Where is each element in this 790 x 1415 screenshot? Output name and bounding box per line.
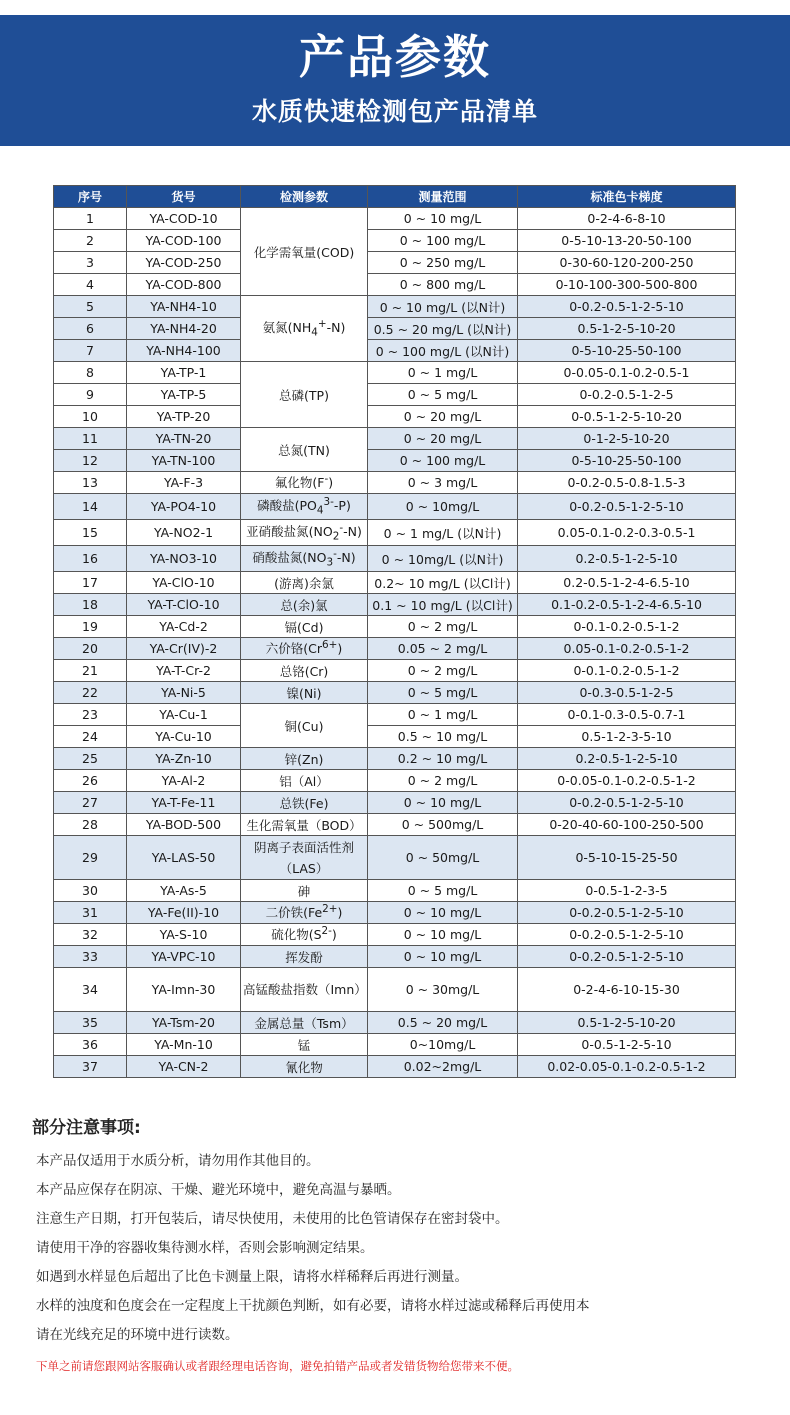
col-header-range: 测量范围 [368, 186, 518, 208]
notes-list [36, 1148, 590, 1351]
cell-no: 14 [54, 494, 127, 520]
cell-no: 24 [54, 726, 127, 748]
cell-gradient: 0.5-1-2-5-10-20 [518, 1012, 736, 1034]
table-row [54, 1034, 736, 1056]
cell-no: 21 [54, 660, 127, 682]
cell-gradient: 0-0.2-0.5-1-2-5-10 [518, 902, 736, 924]
cell-range: 0 ~ 1 mg/L [368, 704, 518, 726]
cell-param: 镍(Ni) [241, 682, 368, 704]
col-header-gradient: 标准色卡梯度 [518, 186, 736, 208]
cell-gradient: 0-0.05-0.1-0.2-0.5-1 [518, 362, 736, 384]
cell-range: 0.5 ~ 20 mg/L [368, 1012, 518, 1034]
table-row [54, 638, 736, 660]
cell-no: 23 [54, 704, 127, 726]
cell-range: 0 ~ 10 mg/L [368, 792, 518, 814]
cell-param: 砷 [241, 880, 368, 902]
cell-no: 19 [54, 616, 127, 638]
cell-gradient: 0-0.5-1-2-5-10-20 [518, 406, 736, 428]
cell-gradient: 0-0.2-0.5-1-2-5 [518, 384, 736, 406]
cell-range: 0 ~ 100 mg/L [368, 450, 518, 472]
table-row [54, 748, 736, 770]
table-row [54, 230, 736, 252]
cell-range: 0 ~ 10 mg/L [368, 924, 518, 946]
cell-range: 0 ~ 20 mg/L [368, 406, 518, 428]
cell-range: 0 ~ 5 mg/L [368, 384, 518, 406]
cell-gradient: 0-5-10-13-20-50-100 [518, 230, 736, 252]
cell-sku: YA-Cr(IV)-2 [127, 638, 241, 660]
cell-range: 0 ~ 250 mg/L [368, 252, 518, 274]
cell-range: 0.1 ~ 10 mg/L (以Cl计) [368, 594, 518, 616]
cell-range: 0 ~ 10mg/L (以N计) [368, 546, 518, 572]
cell-param: 挥发酚 [241, 946, 368, 968]
cell-gradient: 0-5-10-15-25-50 [518, 836, 736, 880]
cell-gradient: 0-0.2-0.5-1-2-5-10 [518, 946, 736, 968]
cell-range: 0 ~ 2 mg/L [368, 660, 518, 682]
cell-no: 3 [54, 252, 127, 274]
cell-no: 37 [54, 1056, 127, 1078]
cell-gradient: 0.5-1-2-5-10-20 [518, 318, 736, 340]
cell-no: 28 [54, 814, 127, 836]
cell-gradient: 0.02-0.05-0.1-0.2-0.5-1-2 [518, 1056, 736, 1078]
cell-range: 0 ~ 800 mg/L [368, 274, 518, 296]
cell-range: 0 ~ 10 mg/L [368, 902, 518, 924]
cell-param: 总铬(Cr) [241, 660, 368, 682]
cell-sku: YA-TP-20 [127, 406, 241, 428]
cell-sku: YA-Tsm-20 [127, 1012, 241, 1034]
cell-range: 0 ~ 10mg/L [368, 494, 518, 520]
cell-gradient: 0-0.2-0.5-0.8-1.5-3 [518, 472, 736, 494]
cell-range: 0 ~ 5 mg/L [368, 880, 518, 902]
list-item: 请在光线充足的环境中进行读数。 [36, 1327, 239, 1343]
cell-no: 27 [54, 792, 127, 814]
table-row [54, 594, 736, 616]
cell-sku: YA-NO2-1 [127, 520, 241, 546]
cell-gradient: 0-2-4-6-10-15-30 [518, 968, 736, 1012]
notes-title: 部分注意事项: [32, 1118, 141, 1138]
cell-sku: YA-ClO-10 [127, 572, 241, 594]
cell-param: 高锰酸盐指数（Imn） [241, 968, 368, 1012]
col-header-sku: 货号 [127, 186, 241, 208]
list-item: 如遇到水样显色后超出了比色卡测量上限，请将水样稀释后再进行测量。 [36, 1269, 468, 1285]
cell-no: 6 [54, 318, 127, 340]
cell-sku: YA-TN-100 [127, 450, 241, 472]
cell-param: 铝（Al） [241, 770, 368, 792]
cell-range: 0.5 ~ 20 mg/L (以N计) [368, 318, 518, 340]
cell-range: 0.2~ 10 mg/L (以Cl计) [368, 572, 518, 594]
cell-no: 13 [54, 472, 127, 494]
table-row [54, 968, 736, 1012]
cell-param: 总(余)氯 [241, 594, 368, 616]
cell-range: 0.05 ~ 2 mg/L [368, 638, 518, 660]
cell-gradient: 0-0.1-0.3-0.5-0.7-1 [518, 704, 736, 726]
cell-param: 氨氮$(NH_4^+-N)$ [241, 296, 368, 362]
cell-range: 0 ~ 100 mg/L [368, 230, 518, 252]
cell-no: 1 [54, 208, 127, 230]
cell-gradient: 0-0.05-0.1-0.2-0.5-1-2 [518, 770, 736, 792]
table-row [54, 318, 736, 340]
col-header-param: 检测参数 [241, 186, 368, 208]
table-row [54, 902, 736, 924]
cell-no: 8 [54, 362, 127, 384]
cell-sku: YA-T-ClO-10 [127, 594, 241, 616]
cell-gradient: 0.5-1-2-3-5-10 [518, 726, 736, 748]
cell-param: 阴离子表面活性剂（LAS） [241, 836, 368, 880]
cell-gradient: 0-5-10-25-50-100 [518, 340, 736, 362]
cell-param: 生化需氧量（BOD） [241, 814, 368, 836]
cell-no: 17 [54, 572, 127, 594]
cell-range: 0.5 ~ 10 mg/L [368, 726, 518, 748]
cell-range: 0~10mg/L [368, 1034, 518, 1056]
cell-range: 0 ~ 5 mg/L [368, 682, 518, 704]
table-row [54, 450, 736, 472]
cell-param: 总铁(Fe) [241, 792, 368, 814]
cell-param: 化学需氧量(COD) [241, 208, 368, 296]
cell-gradient: 0.2-0.5-1-2-5-10 [518, 748, 736, 770]
cell-gradient: 0.05-0.1-0.2-0.5-1-2 [518, 638, 736, 660]
cell-range: 0 ~ 2 mg/L [368, 616, 518, 638]
cell-no: 36 [54, 1034, 127, 1056]
cell-sku: YA-NH4-20 [127, 318, 241, 340]
cell-no: 15 [54, 520, 127, 546]
cell-gradient: 0-0.2-0.5-1-2-5-10 [518, 494, 736, 520]
cell-range: 0 ~ 1 mg/L [368, 362, 518, 384]
cell-param: 镉(Cd) [241, 616, 368, 638]
cell-sku: YA-NO3-10 [127, 546, 241, 572]
cell-gradient: 0-5-10-25-50-100 [518, 450, 736, 472]
cell-no: 31 [54, 902, 127, 924]
cell-sku: YA-T-Fe-11 [127, 792, 241, 814]
table-row [54, 406, 736, 428]
table-row [54, 616, 736, 638]
table-row [54, 428, 736, 450]
table-header-row [54, 186, 736, 208]
cell-param: 总磷(TP) [241, 362, 368, 428]
cell-param: 锰 [241, 1034, 368, 1056]
table-row [54, 546, 736, 572]
cell-param: 总氮(TN) [241, 428, 368, 472]
table-row [54, 252, 736, 274]
cell-sku: YA-CN-2 [127, 1056, 241, 1078]
order-warning: 下单之前请您跟网站客服确认或者跟经理电话咨询，避免拍错产品或者发错货物给您带来不便。 [36, 1359, 519, 1373]
cell-sku: YA-TN-20 [127, 428, 241, 450]
cell-sku: YA-BOD-500 [127, 814, 241, 836]
cell-param: 六价铬$(Cr^{6+})$ [241, 638, 368, 660]
cell-sku: YA-T-Cr-2 [127, 660, 241, 682]
cell-no: 5 [54, 296, 127, 318]
cell-param: 金属总量（Tsm） [241, 1012, 368, 1034]
table-row [54, 494, 736, 520]
table-row [54, 660, 736, 682]
cell-sku: YA-Cu-1 [127, 704, 241, 726]
cell-sku: YA-Cd-2 [127, 616, 241, 638]
cell-param: 二价铁$(Fe^{2+})$ [241, 902, 368, 924]
cell-sku: YA-Fe(II)-10 [127, 902, 241, 924]
cell-param: 氰化物 [241, 1056, 368, 1078]
cell-sku: YA-Al-2 [127, 770, 241, 792]
cell-no: 30 [54, 880, 127, 902]
cell-no: 33 [54, 946, 127, 968]
table-row [54, 296, 736, 318]
cell-range: 0 ~ 20 mg/L [368, 428, 518, 450]
cell-sku: YA-Zn-10 [127, 748, 241, 770]
table-row [54, 572, 736, 594]
cell-no: 7 [54, 340, 127, 362]
cell-sku: YA-F-3 [127, 472, 241, 494]
cell-gradient: 0-30-60-120-200-250 [518, 252, 736, 274]
cell-sku: YA-VPC-10 [127, 946, 241, 968]
cell-gradient: 0-0.5-1-2-3-5 [518, 880, 736, 902]
cell-gradient: 0-0.2-0.5-1-2-5-10 [518, 296, 736, 318]
table-row [54, 340, 736, 362]
list-item: 本产品应保存在阴凉、干燥、避光环境中，避免高温与暴晒。 [36, 1182, 401, 1198]
table-row [54, 814, 736, 836]
cell-gradient: 0-0.2-0.5-1-2-5-10 [518, 924, 736, 946]
cell-no: 18 [54, 594, 127, 616]
cell-range: 0 ~ 30mg/L [368, 968, 518, 1012]
list-item: 注意生产日期，打开包装后，请尽快使用，未使用的比色管请保存在密封袋中。 [36, 1211, 509, 1227]
cell-gradient: 0-10-100-300-500-800 [518, 274, 736, 296]
cell-param: 铜(Cu) [241, 704, 368, 748]
table-row [54, 520, 736, 546]
page-title: 产品参数 [299, 30, 491, 84]
cell-sku: YA-Imn-30 [127, 968, 241, 1012]
cell-gradient: 0-0.1-0.2-0.5-1-2 [518, 616, 736, 638]
table-row [54, 704, 736, 726]
cell-no: 11 [54, 428, 127, 450]
product-spec-table [53, 185, 736, 1078]
cell-range: 0 ~ 2 mg/L [368, 770, 518, 792]
cell-no: 34 [54, 968, 127, 1012]
list-item: 请使用干净的容器收集待测水样，否则会影响测定结果。 [36, 1240, 374, 1256]
table-row [54, 384, 736, 406]
table-row [54, 770, 736, 792]
cell-gradient: 0.2-0.5-1-2-4-6.5-10 [518, 572, 736, 594]
cell-param: 硫化物$(S^{2-})$ [241, 924, 368, 946]
cell-param: (游离)余氯 [241, 572, 368, 594]
cell-no: 9 [54, 384, 127, 406]
cell-sku: YA-COD-800 [127, 274, 241, 296]
cell-param: 锌(Zn) [241, 748, 368, 770]
cell-param: 硝酸盐氮$(NO_3^--N)$ [241, 546, 368, 572]
table-row [54, 792, 736, 814]
cell-no: 22 [54, 682, 127, 704]
table-row [54, 1012, 736, 1034]
cell-sku: YA-PO4-10 [127, 494, 241, 520]
cell-gradient: 0-1-2-5-10-20 [518, 428, 736, 450]
cell-sku: YA-LAS-50 [127, 836, 241, 880]
cell-no: 2 [54, 230, 127, 252]
cell-param: 氟化物(F-) [241, 472, 368, 494]
cell-sku: YA-Ni-5 [127, 682, 241, 704]
cell-gradient: 0.2-0.5-1-2-5-10 [518, 546, 736, 572]
cell-sku: YA-NH4-100 [127, 340, 241, 362]
cell-sku: YA-COD-250 [127, 252, 241, 274]
cell-param: 磷酸盐$(PO_4^{3-}-P)$ [241, 494, 368, 520]
cell-range: 0.02~2mg/L [368, 1056, 518, 1078]
list-item: 水样的浊度和色度会在一定程度上干扰颜色判断，如有必要，请将水样过滤或稀释后再使用本 [36, 1298, 590, 1314]
table-row [54, 682, 736, 704]
cell-no: 26 [54, 770, 127, 792]
cell-sku: YA-S-10 [127, 924, 241, 946]
cell-range: 0 ~ 1 mg/L (以N计) [368, 520, 518, 546]
cell-range: 0 ~ 10 mg/L (以N计) [368, 296, 518, 318]
cell-sku: YA-As-5 [127, 880, 241, 902]
header-banner [0, 15, 790, 146]
cell-gradient: 0-20-40-60-100-250-500 [518, 814, 736, 836]
cell-range: 0 ~ 3 mg/L [368, 472, 518, 494]
cell-no: 12 [54, 450, 127, 472]
cell-range: 0 ~ 10 mg/L [368, 208, 518, 230]
cell-gradient: 0-0.2-0.5-1-2-5-10 [518, 792, 736, 814]
col-header-no: 序号 [54, 186, 127, 208]
cell-range: 0 ~ 500mg/L [368, 814, 518, 836]
table-row [54, 362, 736, 384]
cell-range: 0 ~ 100 mg/L (以N计) [368, 340, 518, 362]
table-row [54, 1056, 736, 1078]
cell-no: 25 [54, 748, 127, 770]
cell-no: 16 [54, 546, 127, 572]
cell-gradient: 0.1-0.2-0.5-1-2-4-6.5-10 [518, 594, 736, 616]
cell-sku: YA-COD-10 [127, 208, 241, 230]
table-row [54, 472, 736, 494]
table-row [54, 208, 736, 230]
cell-no: 35 [54, 1012, 127, 1034]
cell-no: 10 [54, 406, 127, 428]
table-row [54, 924, 736, 946]
cell-range: 0 ~ 50mg/L [368, 836, 518, 880]
cell-sku: YA-Cu-10 [127, 726, 241, 748]
list-item: 本产品仅适用于水质分析，请勿用作其他目的。 [36, 1153, 320, 1169]
cell-sku: YA-COD-100 [127, 230, 241, 252]
cell-sku: YA-TP-1 [127, 362, 241, 384]
cell-param: 亚硝酸盐氮$(NO_2^--N)$ [241, 520, 368, 546]
cell-sku: YA-NH4-10 [127, 296, 241, 318]
table-row [54, 274, 736, 296]
table-row [54, 726, 736, 748]
cell-no: 29 [54, 836, 127, 880]
cell-sku: YA-Mn-10 [127, 1034, 241, 1056]
cell-no: 32 [54, 924, 127, 946]
table-row [54, 946, 736, 968]
cell-gradient: 0-0.5-1-2-5-10 [518, 1034, 736, 1056]
cell-no: 20 [54, 638, 127, 660]
cell-no: 4 [54, 274, 127, 296]
cell-gradient: 0-0.1-0.2-0.5-1-2 [518, 660, 736, 682]
cell-gradient: 0.05-0.1-0.2-0.3-0.5-1 [518, 520, 736, 546]
cell-gradient: 0-0.3-0.5-1-2-5 [518, 682, 736, 704]
table-row [54, 836, 736, 880]
cell-range: 0 ~ 10 mg/L [368, 946, 518, 968]
cell-range: 0.2 ~ 10 mg/L [368, 748, 518, 770]
table-row [54, 880, 736, 902]
cell-gradient: 0-2-4-6-8-10 [518, 208, 736, 230]
cell-sku: YA-TP-5 [127, 384, 241, 406]
page-subtitle: 水质快速检测包产品清单 [251, 97, 538, 126]
